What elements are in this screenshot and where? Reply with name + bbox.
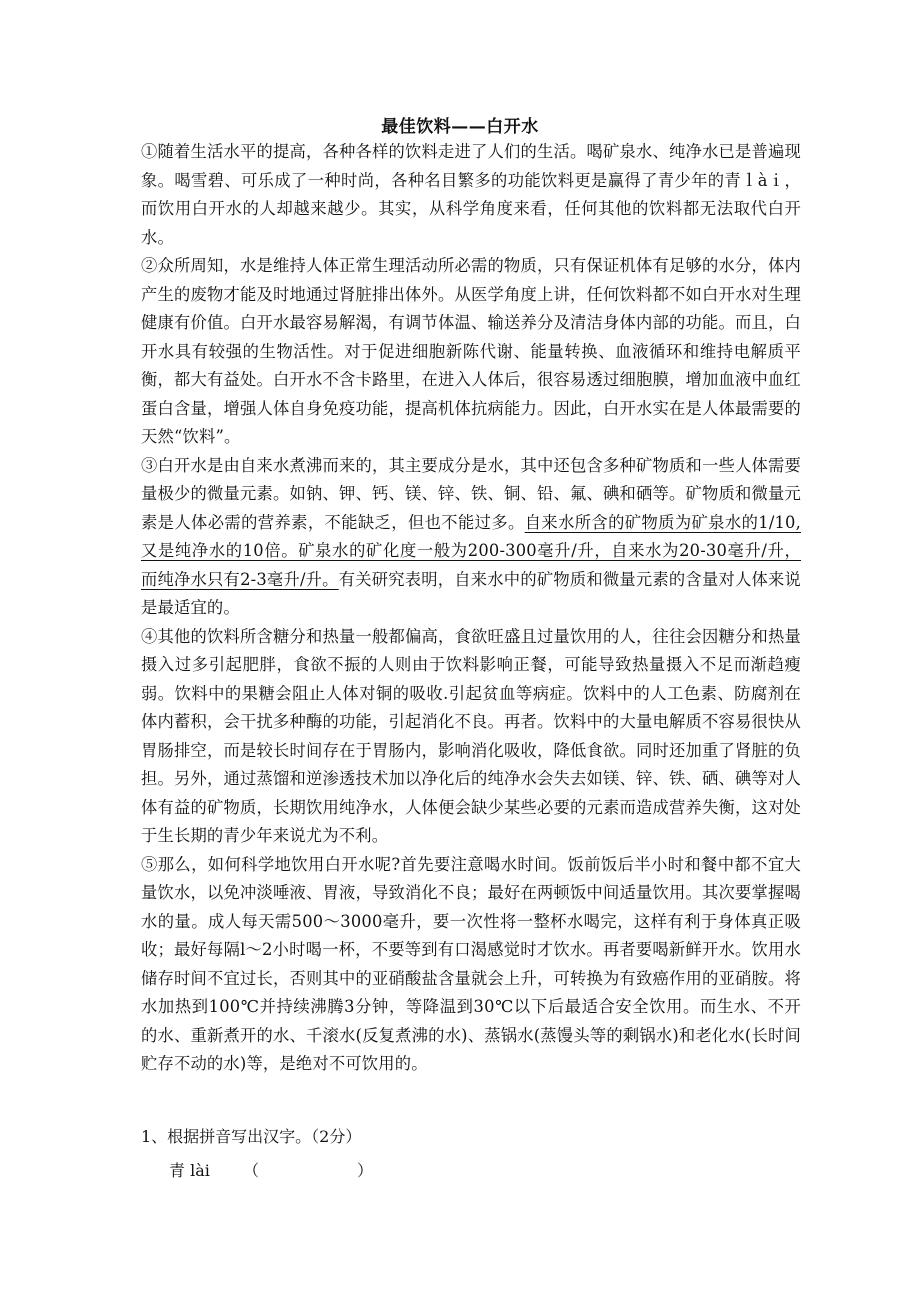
article-body (141, 138, 801, 1079)
article-title: 最佳饮料——白开水 (381, 117, 539, 137)
paragraph-3 (141, 452, 801, 623)
answer-line (169, 1158, 373, 1181)
paragraph-3-conclusion: 有关研究表明，自来水中的矿物质和微量元素的含量对人体来说是最适宜的。 (141, 569, 801, 617)
paragraph-2: ②众所周知，水是维持人体正常生理活动所必需的物质，只有保证机体有足够的水分，体内产生的废物才能及时地通过肾脏排出体外。从医学角度上讲，任何饮料都不如白开水对生理健康有价值。白开水最容易解渴，有调节体温、输送养分及清洁身体内部的功能。而且，白开水具有较强的生物活性。对于促进细胞新陈代谢、能量转换、血液循环和维持电解质平衡，都大有益处。白开水不含卡路里，在进入人体后，很容易透过细胞膜，增加血液中血红蛋白含量，增强人体自身免疫功能，提高机体抗病能力。因此，白开水实在是人体最需要的天然“饮料”。 (141, 256, 801, 446)
question-1: 1、根据拼音写出汉字。（2分） (141, 1127, 362, 1146)
paragraph-3-underlined-text: 自来水所含的矿物质为矿泉水的1/10,又是纯净水的10倍。矿泉水的矿化度一般为200-300毫升/升，自来水为20-30毫升/升，而纯净水只有2-3毫升/升。 (141, 512, 801, 589)
paragraph-3-intro: ③白开水是由自来水煮沸而来的，其主要成分是水，其中还包含多种矿物质和一些人体需要量极少的微量元素。如钠、钾、钙、镁、锌、铁、铜、铅、氟、碘和硒等。矿物质和微量元素是人体必需的营养素，不能缺乏，但也不能过多。 (141, 455, 801, 532)
answer-blank[interactable] (243, 1158, 373, 1181)
paragraph-1: ①随着生活水平的提高，各种各样的饮料走进了人们的生活。喝矿泉水、纯净水已是普遍现象。喝雪碧、可乐成了一种时尚，各种名目繁多的功能饮料更是赢得了青少年的青ｌàｉ，而饮用白开水的人却越来越少。其实，从科学角度来看，任何其他的饮料都无法取代白开水。 (141, 142, 801, 247)
paragraph-4: ④其他的饮料所含糖分和热量一般都偏高，食欲旺盛且过量饮用的人，往往会因糖分和热量摄入过多引起肥胖，食欲不振的人则由于饮料影响正餐，可能导致热量摄入不足而渐趋瘦弱。饮料中的果糖会阻止人体对铜的吸收.引起贫血等病症。饮料中的人工色素、防腐剂在体内蓄积，会干扰多种酶的功能，引起消化不良。再者。饮料中的大量电解质不容易很快从胃肠排空，而是较长时间存在于胃肠内，影响消化吸收，降低食欲。同时还加重了肾脏的负担。另外，通过蒸馏和逆渗透技术加以净化后的纯净水会失去如镁、锌、铁、硒、碘等对人体有益的矿物质，长期饮用纯净水，人体便会缺少某些必要的元素而造成营养失衡，这对处于生长期的青少年来说尤为不利。 (141, 626, 801, 845)
open-paren: （ (242, 1161, 259, 1180)
pinyin-prompt: 青 lài (169, 1161, 210, 1180)
close-paren: ） (356, 1161, 373, 1180)
paragraph-5: ⑤那么，如何科学地饮用白开水呢?首先要注意喝水时间。饭前饭后半小时和餐中都不宜大量饮水，以免冲淡唾液、胃液，导致消化不良；最好在两顿饭中间适量饮用。其次要掌握喝水的量。成人每天需500～3000毫升，要一次性将一整杯水喝完，这样有利于身体真正吸收；最好每隔l～2小时喝一杯，不要等到有口渴感觉时才饮水。再者要喝新鲜开水。饮用水储存时间不宜过长，否则其中的亚硝酸盐含量就会上升，可转换为有致癌作用的亚硝胺。将水加热到100℃并持续沸腾3分钟，等降温到30℃以下后最适合安全饮用。而生水、不开的水、重新煮开的水、千滚水(反复煮沸的水)、蒸锅水(蒸馒头等的剩锅水)和老化水(长时间贮存不动的水)等，是绝对不可饮用的。 (141, 854, 801, 1073)
